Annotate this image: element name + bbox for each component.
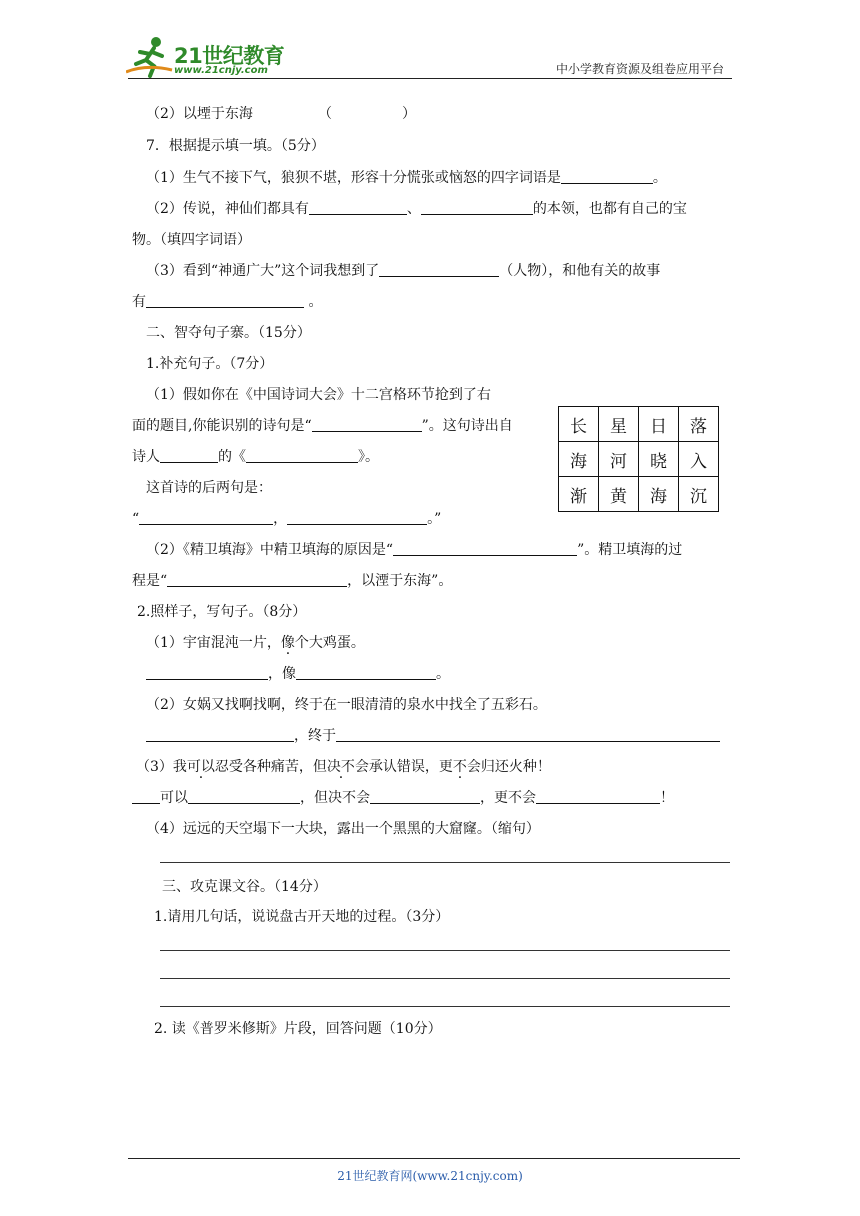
site-logo	[126, 34, 296, 82]
grid-cell: 河	[599, 442, 639, 477]
q7-title: 7．根据提示填一填。（5分）	[146, 138, 325, 154]
q7-3-cont: 有 。	[132, 294, 323, 310]
grid-cell: 落	[679, 407, 719, 442]
answer-line	[160, 1006, 730, 1007]
logo-url: www.21cnjy.com	[174, 65, 268, 76]
q3-2: 2. 读《普罗米修斯》片段，回答问题（10分）	[154, 1021, 442, 1037]
q2-1-2: （2）《精卫填海》中精卫填海的原因是“ ”。精卫填海的过	[146, 542, 683, 558]
answer-line	[160, 950, 730, 951]
logo-text: 21世纪教育	[174, 44, 285, 68]
footer-link[interactable]: 21世纪教育网(www.21cnjy.com)	[337, 1169, 523, 1183]
q7-2-cont: 物。（填四字词语）	[132, 232, 251, 248]
answer-line	[160, 862, 730, 863]
answer-line	[160, 978, 730, 979]
q2-1-1-cont: 面的题目,你能识别的诗句是“ ”。这句诗出自	[132, 418, 513, 434]
q7-3: （3）看到“神通广大”这个词我想到了 （人物），和他有关的故事	[146, 263, 661, 279]
grid-cell: 海	[559, 442, 599, 477]
grid-row	[559, 407, 719, 442]
grid-cell: 渐	[559, 477, 599, 512]
grid-cell: 长	[559, 407, 599, 442]
section-2-title: 二、智夺句子寨。（15分）	[146, 325, 311, 341]
q3-1: 1.请用几句话，说说盘古开天地的过程。（3分）	[154, 909, 450, 925]
poem-grid	[558, 406, 719, 512]
q2-2-title: 2.照样子，写句子。（8分）	[137, 604, 307, 620]
grid-cell: 黄	[599, 477, 639, 512]
answer-paren: （ ）	[318, 106, 416, 122]
line-1: （2）以堙于东海	[146, 106, 253, 122]
section-3-title: 三、攻克课文谷。（14分）	[162, 879, 327, 895]
q7-1: （1）生气不接下气，狼狈不堪，形容十分慌张或恼怒的四字词语是 。	[146, 170, 667, 186]
q2-1-1-next: 这首诗的后两句是：	[146, 480, 272, 496]
platform-title: 中小学教育资源及组卷应用平台	[555, 62, 724, 76]
grid-cell: 入	[679, 442, 719, 477]
q2-1-2-cont: 程是“ ，以湮于东海”。	[132, 573, 453, 589]
q2-2-3-answer: 可以 ，但决不会 ，更不会 ！	[132, 789, 674, 807]
grid-row	[559, 477, 719, 512]
footer-divider	[128, 1158, 740, 1159]
runner-icon	[126, 34, 174, 78]
grid-cell: 海	[639, 477, 679, 512]
q2-2-1: （1）宇宙混沌一片，像个大鸡蛋。	[146, 635, 365, 651]
q2-2-2: （2）女娲又找啊找啊，终于在一眼清清的泉水中找全了五彩石。	[146, 697, 547, 713]
q2-1-title: 1.补充句子。（7分）	[146, 356, 274, 372]
q2-2-4: （4）远远的天空塌下一大块，露出一个黑黑的大窟窿。（缩句）	[146, 821, 540, 837]
q2-1-1-lines: “ ， 。”	[132, 511, 442, 527]
q2-2-3: （3）我可以忍受各种痛苦，但决不会承认错误，更不会归还火种！	[136, 759, 551, 775]
header-divider	[128, 78, 732, 79]
q2-1-1: （1）假如你在《中国诗词大会》十二宫格环节抢到了右	[146, 387, 491, 403]
q7-2: （2）传说，神仙们都具有 、 的本领，也都有自己的宝	[146, 201, 687, 217]
grid-cell: 沉	[679, 477, 719, 512]
grid-cell: 晓	[639, 442, 679, 477]
q2-2-1-answer: ，像 。	[146, 665, 450, 683]
grid-cell: 日	[639, 407, 679, 442]
grid-row	[559, 442, 719, 477]
q2-1-1-poet: 诗人 的《 》。	[132, 449, 379, 465]
grid-cell: 星	[599, 407, 639, 442]
q2-2-2-answer: ，终于	[146, 727, 720, 745]
